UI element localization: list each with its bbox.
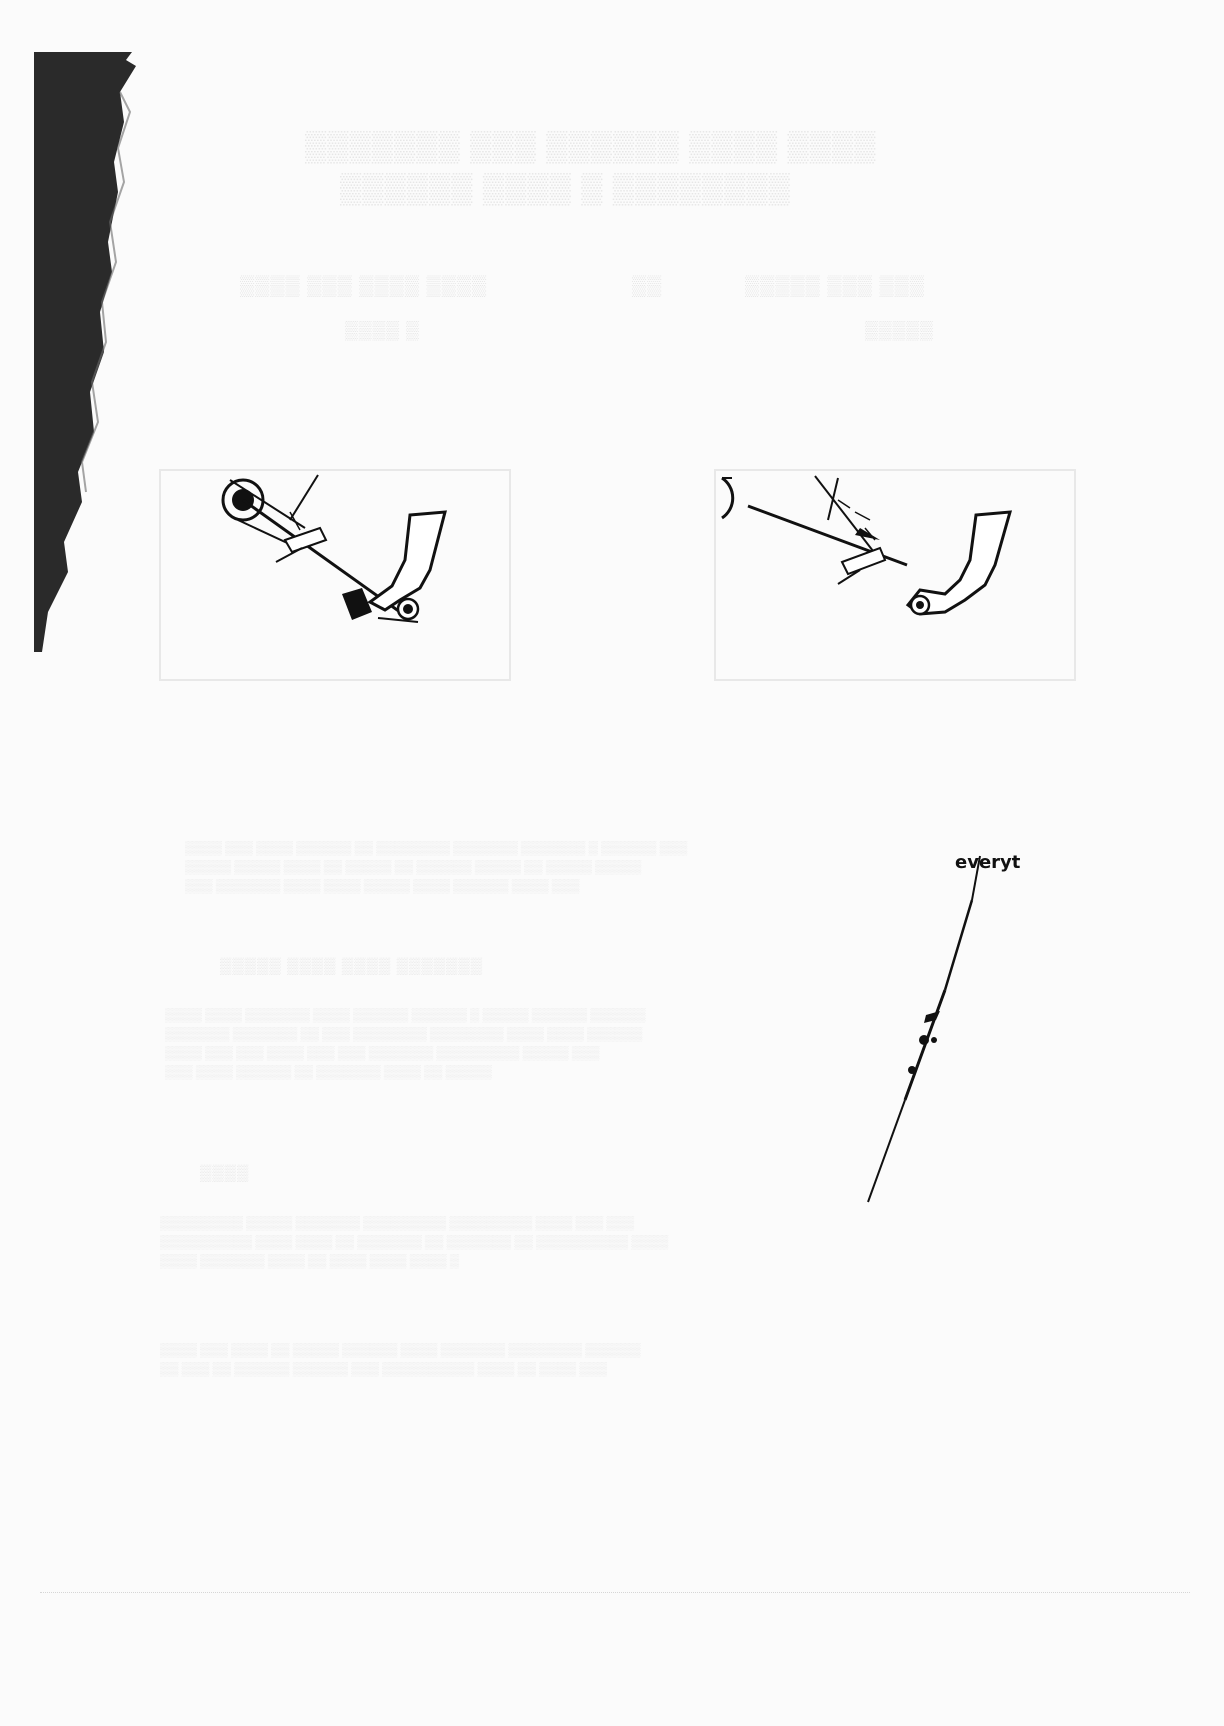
faded-heading-line-2: ▒▒▒▒▒▒ ▒▒▒▒ ▒ ▒▒▒▒▒▒▒▒ [340, 172, 791, 205]
faded-subheading-mid: ▒▒ [632, 275, 663, 297]
faded-paragraph-2: ▒▒▒▒ ▒▒▒▒ ▒▒▒▒▒▒▒ ▒▒▒▒ ▒▒▒▒▒▒ ▒▒▒▒▒▒ ▒ ▒▒▒▒▒ ▒▒▒▒▒▒ ▒▒▒▒▒▒ ▒▒▒▒▒▒▒ ▒▒▒▒▒▒▒ ▒▒ ▒▒▒ ▒▒▒▒▒▒▒▒ ▒▒▒▒▒▒▒▒ ▒▒▒▒ ▒▒▒▒ ▒▒▒▒▒▒ ▒▒▒▒ ▒▒▒ ▒▒▒ ▒▒▒▒ ▒▒▒ ▒▒▒ ▒▒▒▒▒▒▒ ▒▒▒▒▒▒▒▒▒ ▒▒▒▒▒ ▒▒▒ ▒▒▒ ▒▒▒▒ ▒▒▒▒▒▒ ▒▒ ▒▒▒▒▒▒▒ ▒▒▒▒ ▒▒ ▒▒▒▒▒ [165, 1007, 646, 1079]
figure-1-linkage [223, 475, 445, 622]
faded-paragraph-3: ▒▒▒▒▒▒▒▒▒ ▒▒▒▒▒ ▒▒▒▒▒▒▒ ▒▒▒▒▒▒▒▒▒ ▒▒▒▒▒▒▒▒▒ ▒▒▒▒ ▒▒▒ ▒▒▒ ▒▒▒▒▒▒▒▒▒▒ ▒▒▒▒ ▒▒▒▒ ▒▒ ▒▒▒▒▒▒▒ ▒▒ ▒▒▒▒▒▒▒ ▒▒ ▒▒▒▒▒▒▒▒▒▒ ▒▒▒▒ ▒▒▒▒ ▒▒▒▒▒▒▒ ▒▒▒▒ ▒▒ ▒▒▒▒ ▒▒▒▒ ▒▒▒▒ ▒ [160, 1215, 669, 1268]
faded-figure-frames [160, 470, 1075, 680]
faded-subheading-right: ▒▒▒▒▒ ▒▒▒ ▒▒▒ [745, 275, 925, 297]
faded-section-heading-2: ▒▒▒▒ [200, 1165, 250, 1182]
faded-section-heading-1: ▒▒▒▒▒ ▒▒▒▒ ▒▒▒▒ ▒▒▒▒▒▒▒ [220, 958, 484, 975]
faded-subheading-left: ▒▒▒▒ ▒▒▒ ▒▒▒▒ ▒▒▒▒ [240, 275, 488, 297]
faded-paragraph-1: ▒▒▒▒ ▒▒▒ ▒▒▒▒ ▒▒▒▒▒▒ ▒▒ ▒▒▒▒▒▒▒▒ ▒▒▒▒▒▒▒ ▒▒▒▒▒▒▒ ▒ ▒▒▒▒▒▒ ▒▒▒ ▒▒▒▒▒ ▒▒▒▒▒ ▒▒▒▒ ▒▒ ▒▒▒▒▒ ▒▒ ▒▒▒▒▒▒ ▒▒▒▒▒ ▒▒ ▒▒▒▒▒ ▒▒▒▒▒ ▒▒▒ ▒▒▒▒▒▒▒ ▒▒▒▒ ▒▒▒▒ ▒▒▒▒▒ ▒▒▒▒ ▒▒▒▒▒▒ ▒▒▒▒ ▒▒▒ [185, 840, 688, 893]
figure-2-linkage [722, 476, 1010, 614]
footer-dotted-rule [40, 1592, 1190, 1595]
faded-figure-label-right: ▒▒▒▒▒ [865, 320, 934, 340]
faded-heading-line-1: ▒▒▒▒▒▒▒ ▒▒▒ ▒▒▒▒▒▒ ▒▒▒▒ ▒▒▒▒ [305, 130, 877, 163]
handwritten-note: everyt [955, 852, 1021, 873]
faded-paragraph-4: ▒▒▒▒ ▒▒▒ ▒▒▒▒ ▒▒ ▒▒▒▒▒ ▒▒▒▒▒▒ ▒▒▒▒ ▒▒▒▒▒▒▒ ▒▒▒▒▒▒▒▒ ▒▒▒▒▒▒ ▒▒ ▒▒▒ ▒▒ ▒▒▒▒▒▒ ▒▒▒▒▒▒ ▒▒▒ ▒▒▒▒▒▒▒▒▒▒ ▒▒▒▒ ▒▒ ▒▒▒▒ ▒▒▒ [160, 1342, 641, 1376]
faded-figure-label-left: ▒▒▒▒ ▒ [345, 320, 420, 340]
